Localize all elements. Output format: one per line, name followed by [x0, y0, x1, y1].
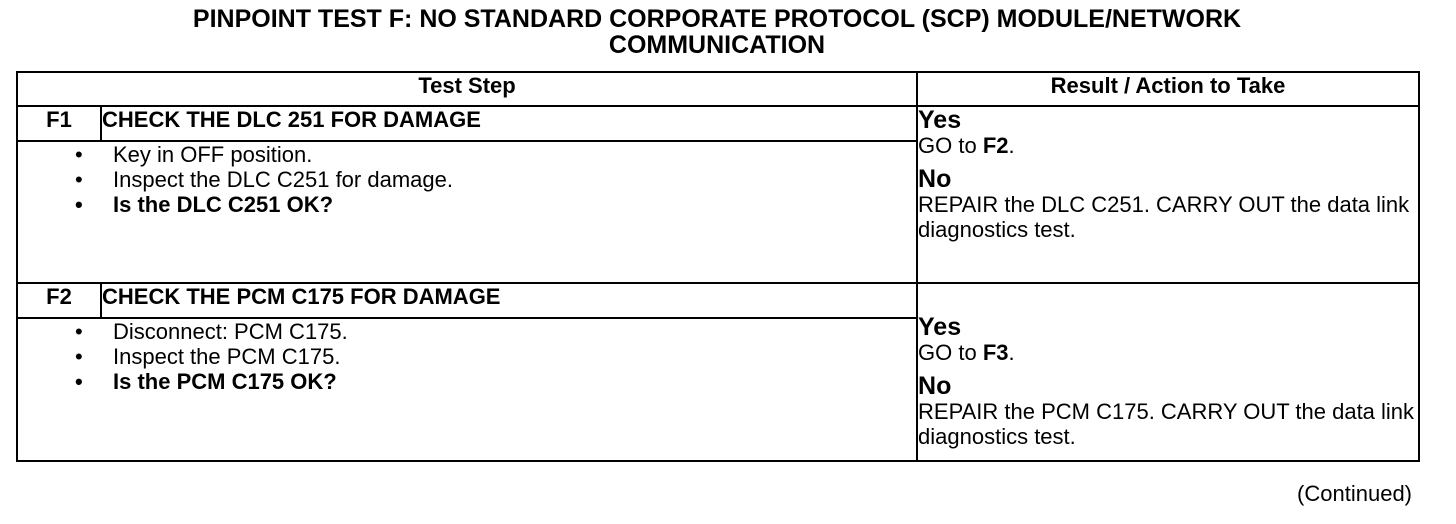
bullet-icon: •	[75, 319, 83, 344]
step-actions	[17, 318, 917, 461]
step-actions	[17, 141, 917, 283]
pinpoint-test-table	[16, 71, 1420, 462]
step-result	[917, 283, 1419, 461]
step-title-row	[17, 106, 1419, 141]
result-no-label: No	[918, 165, 952, 193]
result-no-action: REPAIR the PCM C175. CARRY OUT the data link diagnostics test.	[918, 399, 1415, 449]
list-item: • Key in OFF position.	[75, 142, 313, 167]
action-list	[18, 319, 916, 394]
bullet-icon: •	[75, 167, 83, 192]
step-id: F2	[17, 283, 101, 318]
step-title-row	[17, 283, 1419, 318]
header-test-step: Test Step	[17, 72, 917, 106]
bullet-icon: •	[75, 344, 83, 369]
result-yes-label: Yes	[918, 313, 962, 341]
list-item: • Inspect the DLC C251 for damage.	[75, 167, 453, 192]
result-yes-action: GO to F2.	[918, 133, 1015, 158]
action-list	[18, 142, 916, 217]
list-item: • Disconnect: PCM C175.	[75, 319, 348, 344]
bullet-icon: •	[75, 369, 83, 394]
step-result	[917, 106, 1419, 283]
step-title: CHECK THE PCM C175 FOR DAMAGE	[101, 283, 917, 318]
page-title	[0, 6, 1434, 58]
result-no-label: No	[918, 372, 952, 400]
result-yes-target: F2	[982, 133, 1009, 158]
step-id: F1	[17, 106, 101, 141]
result-yes-label: Yes	[918, 106, 962, 134]
step-title: CHECK THE DLC 251 FOR DAMAGE	[101, 106, 917, 141]
continued-note: (Continued)	[1297, 481, 1412, 506]
result-no-action: REPAIR the DLC C251. CARRY OUT the data link diagnostics test.	[918, 192, 1410, 242]
bullet-icon: •	[75, 192, 83, 217]
page-title-line-2: COMMUNICATION	[608, 31, 826, 59]
header-result-action: Result / Action to Take	[917, 72, 1419, 106]
list-item: • Inspect the PCM C175.	[75, 344, 341, 369]
page-title-line-1: PINPOINT TEST F: NO STANDARD CORPORATE PROTOCOL (SCP) MODULE/NETWORK	[192, 5, 1242, 33]
table-header-row	[17, 72, 1419, 106]
step-question: • Is the PCM C175 OK?	[75, 369, 337, 394]
bullet-icon: •	[75, 142, 83, 167]
result-yes-action: GO to F3.	[918, 340, 1015, 365]
step-question: • Is the DLC C251 OK?	[75, 192, 334, 217]
result-yes-target: F3	[982, 340, 1009, 365]
